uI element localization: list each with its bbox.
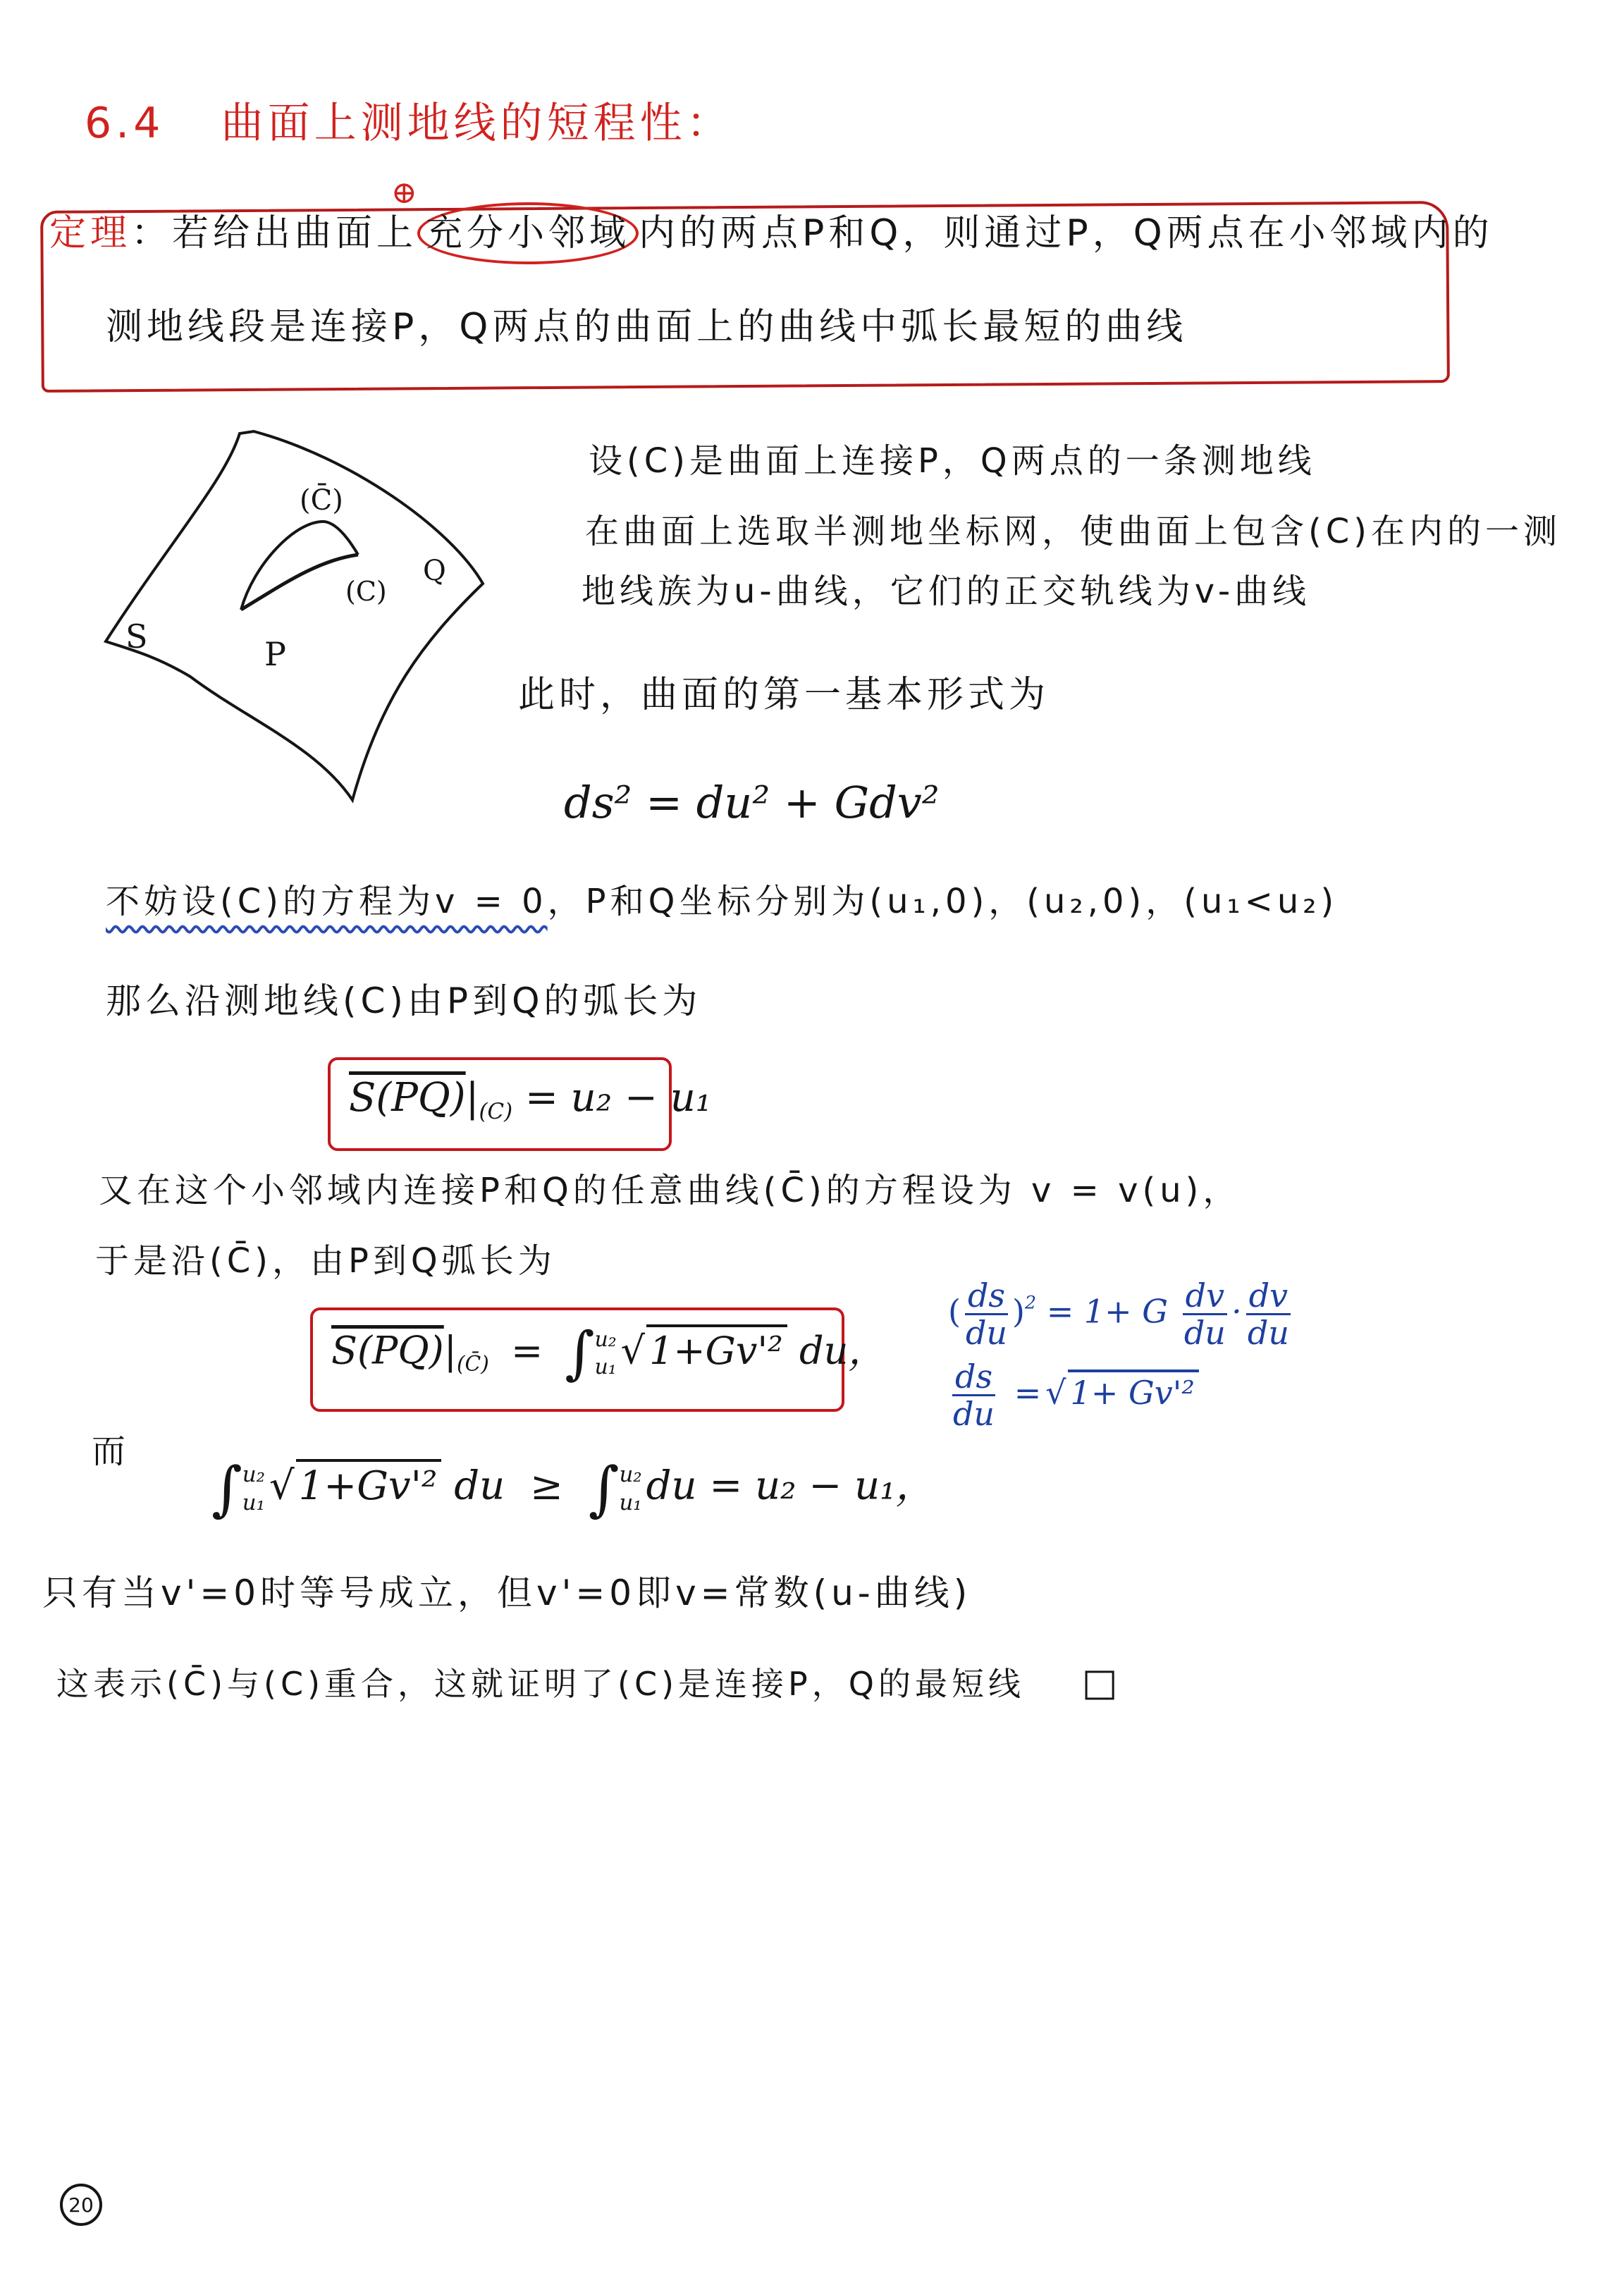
section-number: 6.4 bbox=[85, 99, 165, 148]
arc-cbar-intro-2: 于是沿(C̄)，由P到Q弧长为 bbox=[95, 1241, 556, 1281]
inequality-formula: ∫ u₂ u₁ √ 1+Gv'² du ≥ ∫ u₂ u₁ du = u₂ − u₁， bbox=[211, 1454, 935, 1523]
section-title: 曲面上测地线的短程性： bbox=[221, 99, 733, 148]
qed-symbol: □ bbox=[1081, 1660, 1122, 1704]
label-p: P bbox=[264, 635, 286, 673]
inequality-lead: 而 bbox=[92, 1432, 130, 1471]
conclusion-line-2: 这表示(C̄)与(C)重合，这就证明了(C)是连接P，Q的最短线 □ bbox=[56, 1660, 1122, 1704]
arc-cbar-formula: $S(PQ)|_{(C̄)}$ = ∫ u₂ u₁ √ 1+Gv'² du， bbox=[331, 1320, 887, 1386]
label-c: (C) bbox=[345, 576, 387, 607]
arc-cbar-intro-1: 又在这个小邻域内连接P和Q的任意曲线(C̄)的方程设为 v = v(u)， bbox=[99, 1171, 1241, 1210]
assumption-line: 不妨设(C)的方程为v = 0，P和Q坐标分别为(u₁,0)，(u₂,0)，(u₁<u₂) bbox=[106, 882, 1339, 921]
side-note-line-1: ( $\frac{ds}{du}$ )$^2$ = 1+ G $\frac{dv}{du}$ · $\frac{dv}{du}$ bbox=[948, 1279, 1295, 1349]
section-heading bbox=[85, 99, 733, 148]
theorem-line-1: 定理：若给出曲面上 充分小邻域 内的两点P和Q，则通过P，Q两点在小邻域内的 bbox=[49, 215, 1494, 252]
underlined-assumption: 不妨设(C)的方程为v = 0 bbox=[106, 882, 548, 921]
setup-line-1: 设(C)是曲面上连接P，Q两点的一条测地线 bbox=[589, 441, 1316, 481]
side-note-line-2: $\frac{ds}{du}$ = √ 1+ Gv'² bbox=[948, 1360, 1199, 1430]
first-fundamental-form: ds² = du² + Gdv² bbox=[564, 777, 940, 828]
theorem-label: 定理 bbox=[49, 212, 132, 254]
arc-c-intro: 那么沿测地线(C)由P到Q的弧长为 bbox=[106, 980, 702, 1021]
theorem-line-2: 测地线段是连接P，Q两点的曲面上的曲线中弧长最短的曲线 bbox=[106, 306, 1188, 348]
arc-c-formula: $S(PQ)|_{(C)} = u_2 - u_1$ bbox=[349, 1075, 712, 1124]
conclusion-line-1: 只有当v'=0时等号成立，但v'=0即v=常数(u-曲线) bbox=[42, 1573, 972, 1613]
annotation-mark: ⊕ bbox=[391, 175, 417, 211]
circled-phrase: 充分小邻域 bbox=[417, 202, 639, 264]
setup-line-4: 此时，曲面的第一基本形式为 bbox=[518, 674, 1050, 716]
surface-figure bbox=[85, 416, 592, 811]
page-number: 20 bbox=[60, 2184, 102, 2226]
setup-line-3: 地线族为u-曲线，它们的正交轨线为v-曲线 bbox=[582, 572, 1311, 611]
label-s: S bbox=[125, 617, 148, 656]
setup-line-2: 在曲面上选取半测地坐标网，使曲面上包含(C)在内的一测 bbox=[585, 512, 1561, 551]
label-q: Q bbox=[423, 555, 446, 587]
integral-sign: ∫ bbox=[565, 1320, 595, 1386]
label-c-bar: (C̄) bbox=[300, 484, 343, 517]
